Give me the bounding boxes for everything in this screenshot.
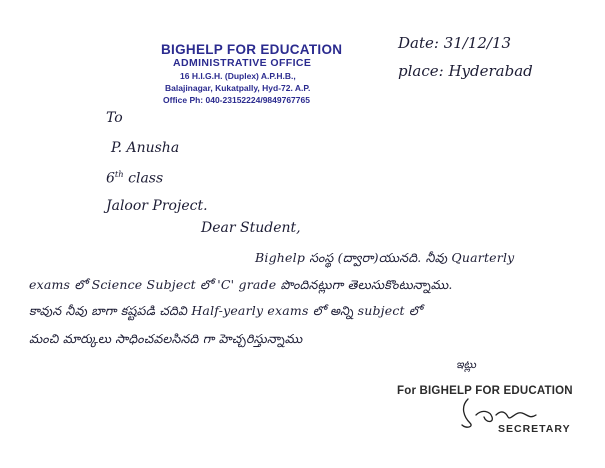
salutation: Dear Student, xyxy=(201,220,301,236)
letter-date: Date: 31/12/13 xyxy=(398,34,512,52)
class-word: class xyxy=(128,170,164,187)
body-line-3: కావున నీవు బాగా కష్టపడి చదివి Half-yearly exams లో అన్ని subject లో xyxy=(29,303,422,318)
body-line-1: Bighelp సంస్థ (ద్వారా)యునది. నీవు Quarterly xyxy=(255,250,515,265)
class-number: 6 xyxy=(106,170,115,187)
signoff-title: SECRETARY xyxy=(498,423,571,435)
signoff-itlu: ఇట్లు xyxy=(456,358,476,371)
body-line-2: exams లో Science Subject లో 'C' grade పొందినట్లుగా తెలుసుకొంటున్నాము. xyxy=(29,277,453,292)
recipient-name: P. Anusha xyxy=(111,140,180,156)
stamp-address-line1: 16 H.I.G.H. (Duplex) A.P.H.B., xyxy=(180,71,296,81)
signoff-org: For BIGHELP FOR EDUCATION xyxy=(397,385,573,397)
stamp-phone: Office Ph: 040-23152224/9849767765 xyxy=(163,95,310,105)
stamp-office-title: ADMINISTRATIVE OFFICE xyxy=(173,57,312,69)
body-line-4: మంచి మార్కులు సాధించవలసినది గా హెచ్చరిస్తున్నాము xyxy=(29,331,303,346)
stamp-address-line2: Balajinagar, Kukatpally, Hyd-72. A.P. xyxy=(165,83,311,93)
recipient-project: Jaloor Project. xyxy=(106,198,208,214)
recipient-class xyxy=(106,169,163,187)
recipient-to: To xyxy=(106,110,123,126)
class-suffix: th xyxy=(114,169,124,179)
stamp-org-name: BIGHELP FOR EDUCATION xyxy=(161,42,343,57)
letter-place: place: Hyderabad xyxy=(398,62,533,80)
